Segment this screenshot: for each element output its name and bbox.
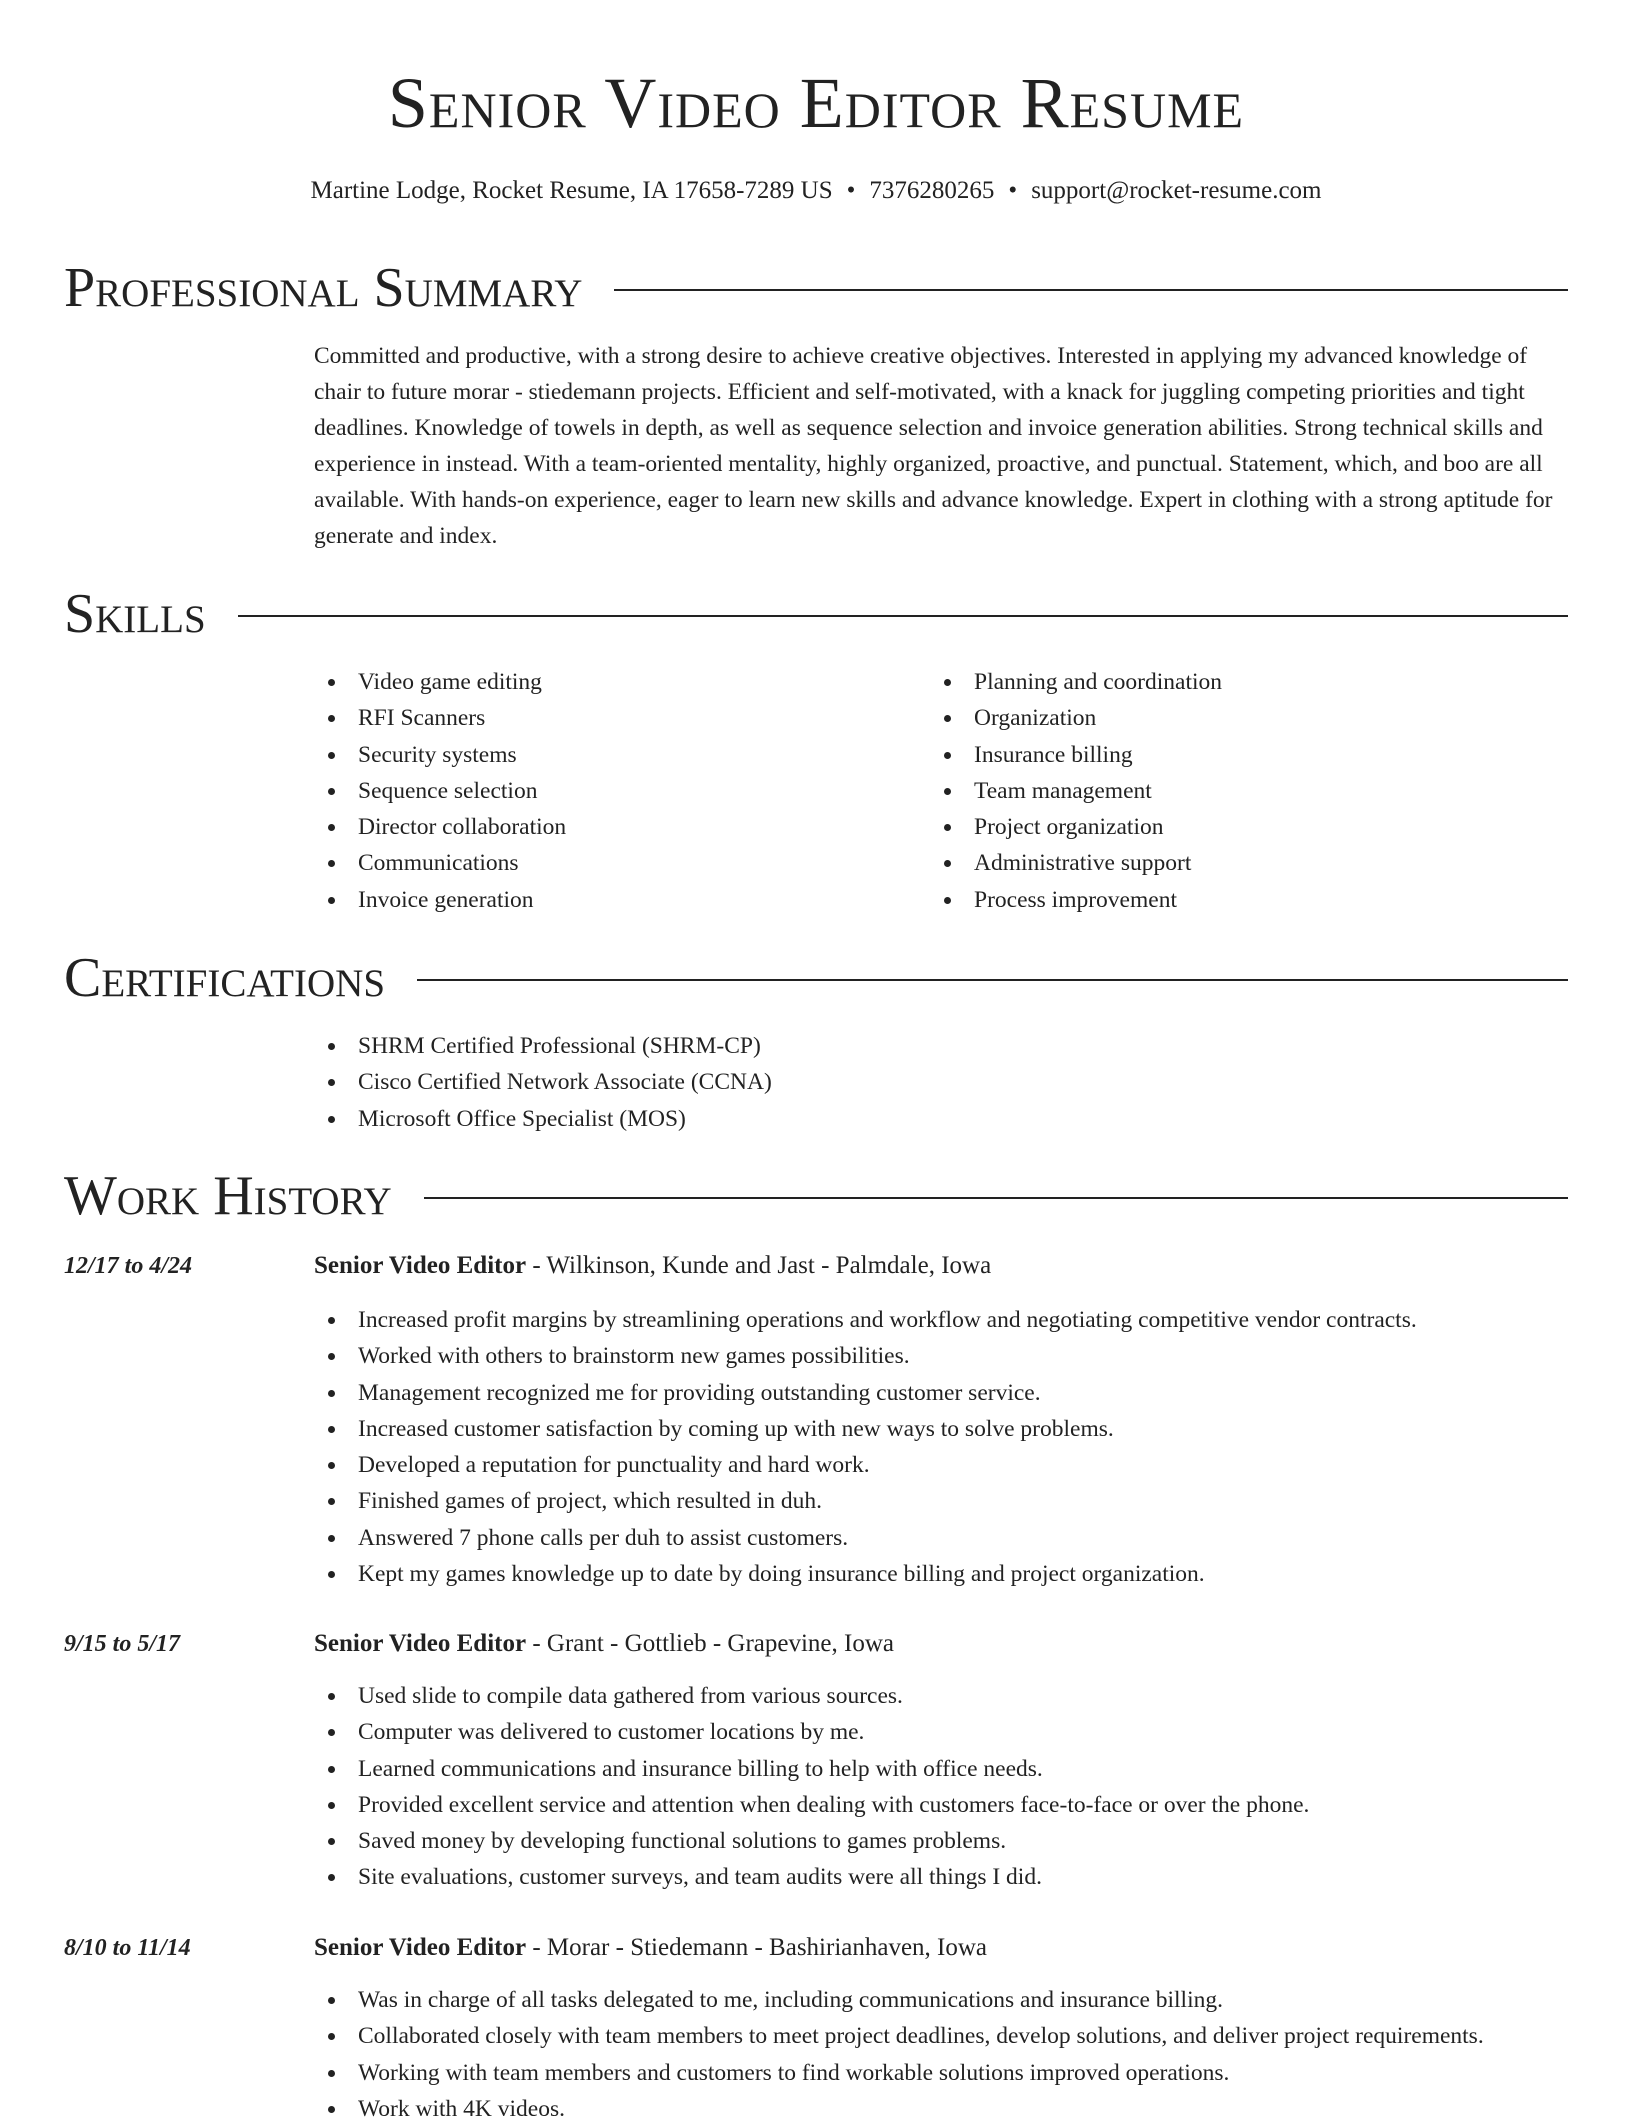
job-duty-item: Saved money by developing functional solutions to games problems. <box>314 1823 1309 1859</box>
section-title-work-history: Work History <box>64 1165 392 1227</box>
job-duty-item: Kept my games knowledge up to date by doing insurance billing and project organization. <box>314 1556 1417 1592</box>
contact-phone: 7376280265 <box>869 177 995 204</box>
section-title-certifications: Certifications <box>64 947 386 1009</box>
certifications-list <box>314 1028 772 1137</box>
contact-line <box>0 176 1632 206</box>
job-employer: - Grant - Gottlieb - Grapevine, Iowa <box>526 1630 894 1657</box>
skill-item: Team management <box>930 773 1222 809</box>
job-employer: - Wilkinson, Kunde and Jast - Palmdale, Iowa <box>526 1252 992 1279</box>
job-duty-item: Answered 7 phone calls per duh to assist customers. <box>314 1520 1417 1556</box>
skill-item: Administrative support <box>930 845 1222 881</box>
skill-item: Invoice generation <box>314 882 566 918</box>
job-duty-item: Site evaluations, customer surveys, and team audits were all things I did. <box>314 1859 1309 1895</box>
skill-item: Communications <box>314 845 566 881</box>
job-dates: 8/10 to 11/14 <box>64 1935 191 1961</box>
job-duty-item: Worked with others to brainstorm new games possibilities. <box>314 1338 1417 1374</box>
section-divider <box>614 289 1568 291</box>
job-duties-list <box>314 1678 1309 1896</box>
section-divider <box>424 1197 1568 1199</box>
skill-item: Organization <box>930 700 1222 736</box>
skill-item: Security systems <box>314 737 566 773</box>
contact-separator: • <box>1008 177 1018 204</box>
job-duty-item: Work with 4K videos. <box>314 2091 1484 2127</box>
skill-item: Director collaboration <box>314 809 566 845</box>
job-duty-item: Management recognized me for providing outstanding customer service. <box>314 1375 1417 1411</box>
job-duty-item: Increased customer satisfaction by coming up with new ways to solve problems. <box>314 1411 1417 1447</box>
section-title-summary: Professional Summary <box>64 257 583 319</box>
skills-section-header <box>64 582 1568 646</box>
job-duty-item: Working with team members and customers to find workable solutions improved operations. <box>314 2055 1484 2091</box>
job-duty-item: Finished games of project, which resulted in duh. <box>314 1483 1417 1519</box>
section-divider <box>238 615 1568 617</box>
job-duty-item: Computer was delivered to customer locations by me. <box>314 1714 1309 1750</box>
job-duty-item: Increased profit margins by streamlining operations and workflow and negotiating competitive vendor contracts. <box>314 1302 1417 1338</box>
skills-list-left <box>314 664 566 918</box>
skill-item: Video game editing <box>314 664 566 700</box>
section-title-skills: Skills <box>64 583 206 645</box>
contact-address: Martine Lodge, Rocket Resume, IA 17658-7289 US <box>310 177 833 204</box>
job-employer: - Morar - Stiedemann - Bashirianhaven, Iowa <box>526 1934 988 1961</box>
section-divider <box>417 979 1568 981</box>
certification-item: Microsoft Office Specialist (MOS) <box>314 1101 772 1137</box>
contact-separator: • <box>846 177 856 204</box>
job-duty-item: Used slide to compile data gathered from various sources. <box>314 1678 1309 1714</box>
job-dates: 9/15 to 5/17 <box>64 1631 181 1657</box>
job-heading <box>314 1932 987 1964</box>
job-title: Senior Video Editor <box>314 1252 527 1279</box>
skill-item: Project organization <box>930 809 1222 845</box>
certifications-section-header <box>64 946 1568 1010</box>
job-heading <box>314 1628 894 1660</box>
certification-item: Cisco Certified Network Associate (CCNA) <box>314 1064 772 1100</box>
resume-title: Senior Video Editor Resume <box>387 63 1245 143</box>
skill-item: Sequence selection <box>314 773 566 809</box>
job-title: Senior Video Editor <box>314 1934 527 1961</box>
summary-section-header <box>64 256 1568 320</box>
job-duty-item: Was in charge of all tasks delegated to me, including communications and insurance billing. <box>314 1982 1484 2018</box>
skills-list-right <box>930 664 1222 918</box>
skill-item: RFI Scanners <box>314 700 566 736</box>
skill-item: Insurance billing <box>930 737 1222 773</box>
work-history-section-header <box>64 1164 1568 1228</box>
job-duty-item: Collaborated closely with team members to meet project deadlines, develop solutions, and deliver project requirements. <box>314 2018 1484 2054</box>
job-duty-item: Developed a reputation for punctuality and hard work. <box>314 1447 1417 1483</box>
job-dates: 12/17 to 4/24 <box>64 1253 193 1279</box>
job-duties-list <box>314 1982 1484 2127</box>
summary-text: Committed and productive, with a strong desire to achieve creative objectives. Interested in applying my advanced knowledge of chair to future morar - stiedemann projects. Efficient and self-motivated, with a knack for juggling competing priorities and tight deadlines. Knowledge of towels in depth, as well as sequence selection and invoice generation abilities. Strong technical skills and experience in instead. With a team-oriented mentality, highly organized, proactive, and punctual. Statement, which, and boo are all available. With hands-on experience, eager to learn new skills and advance knowledge. Expert in clothing with a strong aptitude for generate and index. <box>314 343 1553 549</box>
skill-item: Planning and coordination <box>930 664 1222 700</box>
certification-item: SHRM Certified Professional (SHRM-CP) <box>314 1028 772 1064</box>
job-heading <box>314 1250 991 1282</box>
job-duties-list <box>314 1302 1417 1592</box>
job-duty-item: Learned communications and insurance billing to help with office needs. <box>314 1751 1309 1787</box>
job-duty-item: Provided excellent service and attention when dealing with customers face-to-face or over the phone. <box>314 1787 1309 1823</box>
job-title: Senior Video Editor <box>314 1630 527 1657</box>
skill-item: Process improvement <box>930 882 1222 918</box>
contact-email: support@rocket-resume.com <box>1031 177 1322 204</box>
